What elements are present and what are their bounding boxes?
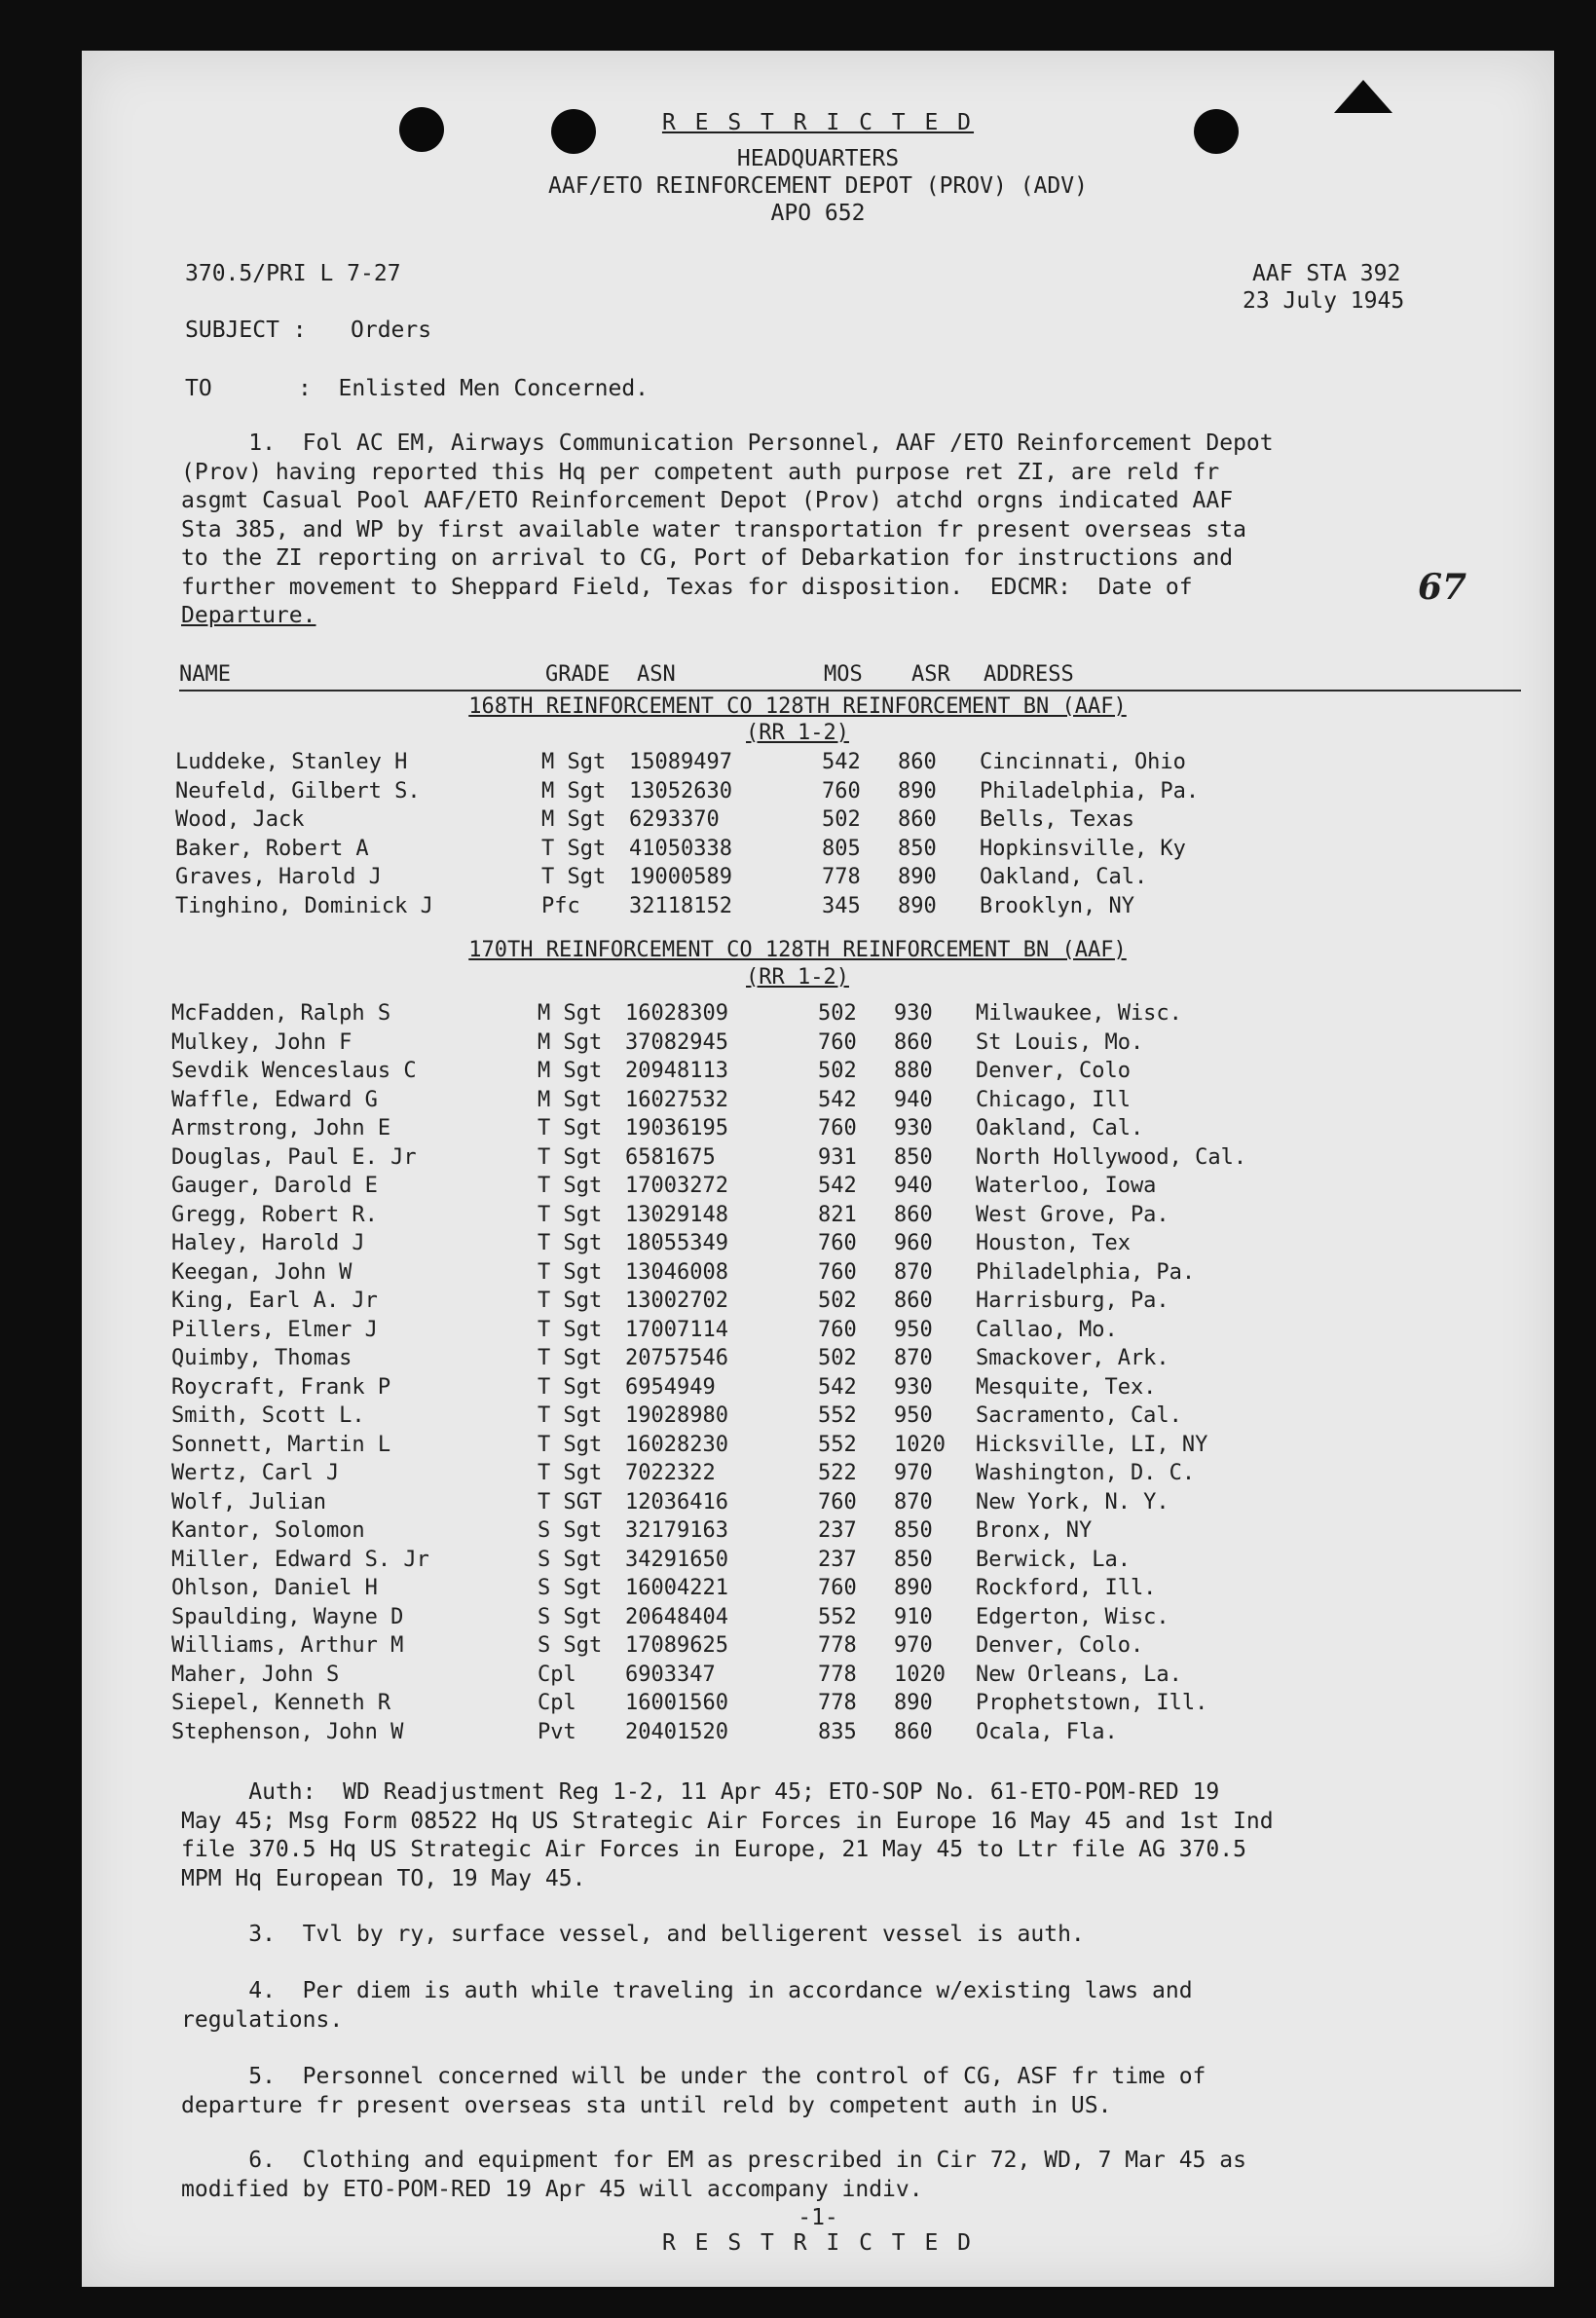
cell-asr: 930 [894,1374,933,1400]
cell-mos: 778 [818,1633,857,1658]
section-1-roster [175,750,1519,922]
section-1-title: 168TH REINFORCEMENT CO 128TH REINFORCEMENT BN (AAF) [468,694,1127,719]
table-row [171,1203,1515,1232]
cell-asr: 950 [894,1317,933,1342]
section-1-subtitle: (RR 1-2) [746,721,849,745]
paragraph-6: 6. Clothing and equipment for EM as prescribed in Cir 72, WD, 7 Mar 45 as modified by ETO-POM-RED 19 Apr 45 will accompany indiv. [181,2148,1246,2202]
table-row [171,1174,1515,1203]
cell-asn: 32179163 [625,1518,728,1543]
cell-grade: Cpl [538,1662,576,1687]
authority-paragraph: Auth: WD Readjustment Reg 1-2, 11 Apr 45; ETO-SOP No. 61-ETO-POM-RED 19 May 45; Msg Form 08522 Hq US Strategic Air Forces in Europe 16 May 45 and 1st Ind file 370.5 Hq US Strategic Air Forces in Europe, 21 May 45 to Ltr file AG 370.5 MPM Hq European TO, 19 May 45. [181,1779,1274,1891]
cell-address: Bells, Texas [980,807,1134,832]
cell-grade: S Sgt [538,1633,603,1658]
table-row [171,1433,1515,1462]
cell-asr: 850 [894,1518,933,1543]
cell-mos: 760 [818,1231,857,1255]
cell-mos: 542 [822,750,861,774]
cell-asn: 17089625 [625,1633,728,1658]
cell-address: Rockford, Ill. [976,1576,1157,1600]
table-row [171,1001,1515,1030]
cell-name: Tinghino, Dominick J [175,893,433,918]
cell-grade: T Sgt [538,1174,603,1198]
cell-asr: 930 [894,1001,933,1026]
cell-asr: 860 [898,750,937,774]
cell-name: Douglas, Paul E. Jr [171,1144,417,1170]
cell-grade: Cpl [538,1691,576,1715]
cell-asn: 16027532 [625,1087,728,1112]
cell-asn: 20757546 [625,1346,728,1370]
cell-asn: 6581675 [625,1144,716,1170]
cell-name: Kantor, Solomon [171,1518,365,1543]
cell-grade: M Sgt [538,1029,603,1055]
handwritten-page-number: 67 [1418,567,1467,608]
cell-asn: 7022322 [625,1461,716,1485]
cell-address: Hicksville, LI, NY [976,1432,1208,1457]
paragraph-4: 4. Per diem is auth while traveling in accordance w/existing laws and regulations. [181,1978,1193,2033]
file-reference: 370.5/PRI L 7-27 [185,261,401,286]
cell-asr: 960 [894,1231,933,1255]
cell-asr: 890 [898,893,937,918]
cell-grade: T Sgt [538,1202,603,1227]
cell-grade: M Sgt [541,778,607,804]
cell-name: Gauger, Darold E [171,1174,378,1198]
cell-asn: 20401520 [625,1719,728,1744]
cell-asr: 910 [894,1604,933,1629]
cell-mos: 760 [818,1317,857,1342]
table-row [171,1461,1515,1490]
cell-asn: 12036416 [625,1489,728,1514]
cell-grade: T Sgt [538,1259,603,1285]
table-row [171,1403,1515,1433]
table-row [171,1289,1515,1318]
cell-asn: 6954949 [625,1374,716,1400]
cell-asr: 870 [894,1259,933,1285]
cell-address: Washington, D. C. [976,1461,1196,1485]
cell-asn: 13029148 [625,1202,728,1227]
cell-address: Philadelphia, Pa. [976,1259,1196,1285]
cell-asr: 850 [898,836,937,861]
cell-asn: 18055349 [625,1231,728,1255]
cell-asn: 19036195 [625,1116,728,1140]
cell-grade: T Sgt [538,1144,603,1170]
restricted-footer: R E S T R I C T E D [661,2230,975,2256]
table-row [171,1720,1515,1749]
cell-mos: 760 [818,1576,857,1600]
cell-address: Houston, Tex [976,1231,1131,1255]
cell-address: Brooklyn, NY [980,893,1134,918]
cell-mos: 522 [818,1461,857,1485]
table-row [175,779,1519,808]
cell-asn: 16028309 [625,1001,728,1026]
cell-asn: 15089497 [629,750,732,774]
cell-asr: 950 [894,1403,933,1428]
cell-address: Mesquite, Tex. [976,1374,1157,1400]
cell-grade: S Sgt [538,1576,603,1600]
cell-mos: 502 [818,1059,857,1083]
subject-value: Orders [351,318,432,343]
cell-mos: 237 [818,1518,857,1543]
cell-address: New Orleans, La. [976,1662,1182,1687]
cell-mos: 760 [818,1029,857,1055]
cell-name: Sonnett, Martin L [171,1432,391,1457]
order-date: 23 July 1945 [1243,288,1405,314]
cell-address: Harrisburg, Pa. [976,1289,1169,1313]
cell-grade: T Sgt [541,836,607,861]
station: AAF STA 392 [1252,261,1401,286]
table-row [175,894,1519,923]
cell-mos: 542 [818,1174,857,1198]
cell-name: Williams, Arthur M [171,1633,404,1658]
section-2-roster [171,1001,1515,1748]
cell-address: Waterloo, Iowa [976,1174,1157,1198]
cell-asn: 16004221 [625,1576,728,1600]
table-row [171,1576,1515,1605]
cell-asn: 37082945 [625,1029,728,1055]
cell-name: Haley, Harold J [171,1231,365,1255]
table-row [171,1318,1515,1347]
cell-name: Keegan, John W [171,1259,353,1285]
cell-name: Miller, Edward S. Jr [171,1547,429,1572]
cell-asr: 970 [894,1633,933,1658]
table-row [171,1691,1515,1720]
cell-name: Sevdik Wenceslaus C [171,1059,417,1083]
table-row [175,807,1519,837]
table-row [175,837,1519,866]
cell-asr: 850 [894,1144,933,1170]
cell-grade: M Sgt [541,807,607,832]
cell-mos: 502 [818,1001,857,1026]
table-row [175,750,1519,779]
cell-grade: S Sgt [538,1604,603,1629]
cell-name: Smith, Scott L. [171,1403,365,1428]
page-number: -1- [798,2205,838,2230]
cell-grade: T Sgt [538,1317,603,1342]
cell-name: Stephenson, John W [171,1719,404,1744]
cell-address: Denver, Colo. [976,1633,1144,1658]
cell-address: Oakland, Cal. [980,865,1148,889]
cell-name: Neufeld, Gilbert S. [175,778,421,804]
cell-name: McFadden, Ralph S [171,1001,391,1026]
cell-address: Oakland, Cal. [976,1116,1144,1140]
cell-name: Baker, Robert A [175,836,369,861]
cell-grade: T Sgt [538,1116,603,1140]
cell-mos: 760 [818,1259,857,1285]
table-row [171,1633,1515,1663]
cell-mos: 835 [818,1719,857,1744]
cell-address: North Hollywood, Cal. [976,1144,1247,1170]
cell-asr: 890 [894,1691,933,1715]
paragraph-1: 1. Fol AC EM, Airways Communication Personnel, AAF /ETO Reinforcement Depot (Prov) having reported this Hq per competent auth purpose ret ZI, are reld fr asgmt Casual Pool AAF/ETO Reinforcement Depot (Prov) atchd orgns indicated AAF Sta 385, and WP by first available water transportation fr present overseas sta to the ZI reporting on arrival to CG, Port of Debarkation for instructions and further movement to Sheppard Field, Texas for disposition. EDCMR: Date of Departure. [181,430,1274,628]
cell-asr: 1020 [894,1432,946,1457]
cell-address: Callao, Mo. [976,1317,1118,1342]
cell-asn: 13002702 [625,1289,728,1313]
cell-asn: 20948113 [625,1059,728,1083]
table-row [171,1518,1515,1548]
cell-asn: 13052630 [629,778,732,804]
cell-grade: M Sgt [538,1001,603,1026]
cell-mos: 502 [818,1289,857,1313]
paragraph-5: 5. Personnel concerned will be under the control of CG, ASF fr time of departure fr present overseas sta until reld by competent auth in US. [181,2064,1206,2118]
paragraph-3: 3. Tvl by ry, surface vessel, and belligerent vessel is auth. [181,1922,1085,1947]
cell-mos: 778 [822,865,861,889]
document-page [82,51,1554,2287]
cell-address: Edgerton, Wisc. [976,1604,1169,1629]
cell-asn: 17003272 [625,1174,728,1198]
cell-name: Maher, John S [171,1662,340,1687]
cell-asr: 890 [898,865,937,889]
table-row [171,1145,1515,1175]
cell-asr: 860 [898,807,937,832]
cell-mos: 778 [818,1691,857,1715]
corner-mark [1334,80,1392,113]
subject-label: SUBJECT : [185,318,307,343]
cell-asr: 970 [894,1461,933,1485]
cell-mos: 552 [818,1403,857,1428]
cell-grade: M Sgt [538,1087,603,1112]
cell-grade: T Sgt [538,1289,603,1313]
table-row [175,865,1519,894]
cell-name: Luddeke, Stanley H [175,750,408,774]
cell-mos: 237 [818,1547,857,1572]
cell-mos: 345 [822,893,861,918]
to-value: : Enlisted Men Concerned. [298,376,650,401]
cell-asn: 17007114 [625,1317,728,1342]
cell-mos: 552 [818,1432,857,1457]
cell-address: Bronx, NY [976,1518,1093,1543]
cell-name: Wolf, Julian [171,1489,326,1514]
cell-name: Waffle, Edward G [171,1087,378,1112]
cell-grade: T SGT [538,1489,603,1514]
cell-name: Gregg, Robert R. [171,1202,378,1227]
cell-asr: 940 [894,1174,933,1198]
section-2-title: 170TH REINFORCEMENT CO 128TH REINFORCEMENT BN (AAF) [468,938,1127,962]
cell-asr: 890 [898,778,937,804]
cell-mos: 502 [818,1346,857,1370]
table-header-rule [179,690,1521,692]
cell-mos: 778 [818,1662,857,1687]
cell-address: St Louis, Mo. [976,1029,1144,1055]
cell-name: Pillers, Elmer J [171,1317,378,1342]
cell-address: Hopkinsville, Ky [980,836,1186,861]
cell-asn: 41050338 [629,836,732,861]
cell-mos: 542 [818,1374,857,1400]
cell-asr: 1020 [894,1662,946,1687]
cell-mos: 542 [818,1087,857,1112]
cell-grade: T Sgt [538,1403,603,1428]
cell-grade: T Sgt [538,1374,603,1400]
cell-asn: 32118152 [629,893,732,918]
table-header: NAME GRADE ASN MOS ASR ADDRESS [179,662,1074,687]
cell-address: Sacramento, Cal. [976,1403,1182,1428]
cell-name: Spaulding, Wayne D [171,1604,404,1629]
cell-address: Chicago, Ill [976,1087,1131,1112]
cell-asr: 850 [894,1547,933,1572]
cell-asr: 880 [894,1059,933,1083]
cell-grade: S Sgt [538,1547,603,1572]
cell-grade: T Sgt [538,1461,603,1485]
table-row [171,1663,1515,1692]
cell-asn: 13046008 [625,1259,728,1285]
table-row [171,1375,1515,1404]
cell-grade: T Sgt [541,865,607,889]
cell-name: King, Earl A. Jr [171,1289,378,1313]
cell-name: Wertz, Carl J [171,1461,340,1485]
cell-asr: 890 [894,1576,933,1600]
cell-mos: 760 [818,1489,857,1514]
table-row [171,1260,1515,1290]
to-label: TO [185,376,212,401]
cell-grade: T Sgt [538,1346,603,1370]
cell-name: Mulkey, John F [171,1029,353,1055]
table-row [171,1490,1515,1519]
cell-name: Graves, Harold J [175,865,382,889]
cell-mos: 931 [818,1144,857,1170]
cell-mos: 805 [822,836,861,861]
cell-name: Quimby, Thomas [171,1346,353,1370]
cell-grade: T Sgt [538,1231,603,1255]
table-row [171,1548,1515,1577]
cell-address: Ocala, Fla. [976,1719,1118,1744]
cell-asn: 16028230 [625,1432,728,1457]
cell-grade: S Sgt [538,1518,603,1543]
table-row [171,1030,1515,1060]
cell-grade: Pvt [538,1719,576,1744]
cell-name: Ohlson, Daniel H [171,1576,378,1600]
table-row [171,1059,1515,1088]
cell-mos: 502 [822,807,861,832]
cell-asn: 34291650 [625,1547,728,1572]
unit-line: AAF/ETO REINFORCEMENT DEPOT (PROV) (ADV) [548,173,1088,199]
cell-grade: Pfc [541,893,580,918]
cell-address: Milwaukee, Wisc. [976,1001,1182,1026]
cell-asr: 860 [894,1289,933,1313]
cell-name: Siepel, Kenneth R [171,1691,391,1715]
cell-address: Philadelphia, Pa. [980,778,1200,804]
cell-address: New York, N. Y. [976,1489,1169,1514]
cell-address: Berwick, La. [976,1547,1131,1572]
headquarters-line: HEADQUARTERS [736,146,900,171]
cell-address: Denver, Colo [976,1059,1131,1083]
cell-mos: 760 [818,1116,857,1140]
cell-mos: 821 [818,1202,857,1227]
cell-asn: 6293370 [629,807,720,832]
apo-line: APO 652 [770,201,866,226]
cell-asn: 6903347 [625,1662,716,1687]
cell-address: Prophetstown, Ill. [976,1691,1208,1715]
cell-address: Cincinnati, Ohio [980,750,1186,774]
cell-name: Wood, Jack [175,807,305,832]
cell-asn: 20648404 [625,1604,728,1629]
cell-asr: 860 [894,1202,933,1227]
cell-asn: 19028980 [625,1403,728,1428]
table-row [171,1088,1515,1117]
cell-grade: T Sgt [538,1432,603,1457]
cell-grade: M Sgt [538,1059,603,1083]
cell-asr: 860 [894,1029,933,1055]
table-row [171,1116,1515,1145]
cell-asr: 940 [894,1087,933,1112]
cell-asn: 19000589 [629,865,732,889]
cell-asr: 870 [894,1489,933,1514]
cell-address: West Grove, Pa. [976,1202,1169,1227]
cell-mos: 760 [822,778,861,804]
cell-name: Armstrong, John E [171,1116,391,1140]
table-row [171,1231,1515,1260]
table-row [171,1346,1515,1375]
cell-mos: 552 [818,1604,857,1629]
section-2-subtitle: (RR 1-2) [746,965,849,990]
cell-asr: 860 [894,1719,933,1744]
table-row [171,1605,1515,1634]
cell-name: Roycraft, Frank P [171,1374,391,1400]
cell-address: Smackover, Ark. [976,1346,1169,1370]
cell-asn: 16001560 [625,1691,728,1715]
cell-asr: 930 [894,1116,933,1140]
cell-asr: 870 [894,1346,933,1370]
restricted-header: R E S T R I C T E D [661,110,975,135]
cell-grade: M Sgt [541,750,607,774]
